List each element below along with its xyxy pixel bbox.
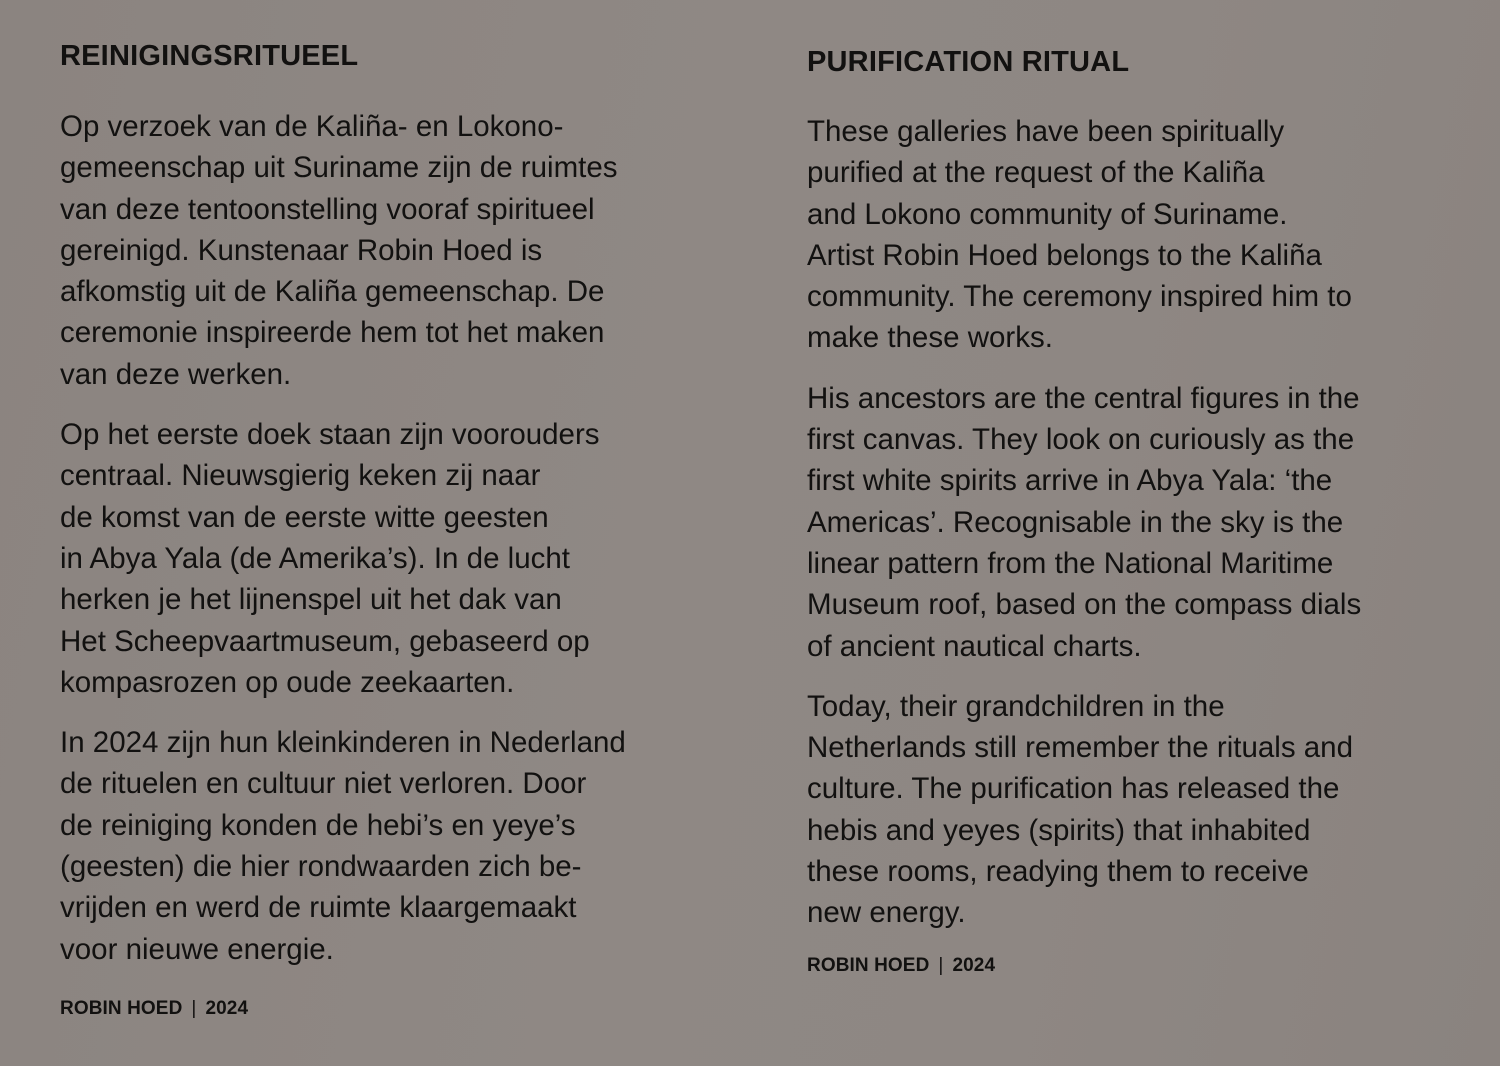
- english-paragraph-2: [807, 378, 1457, 667]
- english-title: PURIFICATION RITUAL: [807, 46, 1130, 78]
- english-credit: [807, 955, 995, 977]
- english-paragraph-3: [807, 686, 1457, 934]
- text-line: Artist Robin Hoed belongs to the Kaliña: [807, 238, 1322, 272]
- text-line: van deze tentoonstelling vooraf spiritueel: [60, 192, 595, 226]
- text-line: Netherlands still remember the rituals and: [807, 731, 1353, 765]
- text-line: herken je het lijnenspel uit het dak van: [60, 583, 562, 617]
- text-line: Museum roof, based on the compass dials: [807, 588, 1362, 622]
- text-line: van deze werken.: [60, 357, 292, 391]
- text-line: these rooms, readying them to receive: [807, 855, 1309, 889]
- text-line: de rituelen en cultuur niet verloren. Door: [60, 767, 587, 801]
- text-line: vrijden en werd de ruimte klaargemaakt: [60, 891, 577, 925]
- text-line: culture. The purification has released the: [807, 772, 1340, 806]
- text-line: centraal. Nieuwsgierig keken zij naar: [60, 459, 541, 493]
- english-body: [807, 111, 1457, 953]
- text-line: ceremonie inspireerde hem tot het maken: [60, 316, 605, 350]
- text-line: Today, their grandchildren in the: [807, 689, 1225, 723]
- dutch-text-column: [60, 0, 720, 1066]
- credit-year: 2024: [205, 998, 249, 1019]
- dutch-paragraph-3: [60, 722, 720, 970]
- text-line: and Lokono community of Suriname.: [807, 197, 1288, 231]
- text-line: purified at the request of the Kaliña: [807, 156, 1265, 190]
- english-paragraph-1: [807, 111, 1457, 359]
- text-line: Op het eerste doek staan zijn voorouders: [60, 418, 600, 452]
- text-line: new energy.: [807, 896, 966, 930]
- text-line: gereinigd. Kunstenaar Robin Hoed is: [60, 233, 543, 267]
- english-text-column: [807, 0, 1457, 1066]
- credit-separator: |: [938, 955, 944, 976]
- dutch-paragraph-2: [60, 414, 720, 703]
- credit-artist: ROBIN HOED: [60, 998, 183, 1019]
- text-line: (geesten) die hier rondwaarden zich be-: [60, 850, 582, 884]
- text-line: These galleries have been spiritually: [807, 115, 1285, 148]
- credit-separator: |: [191, 998, 197, 1019]
- text-line: gemeenschap uit Suriname zijn de ruimtes: [60, 151, 618, 185]
- text-line: first canvas. They look on curiously as the: [807, 423, 1355, 457]
- text-line: voor nieuwe energie.: [60, 932, 334, 966]
- text-line: His ancestors are the central figures in the: [807, 381, 1360, 415]
- dutch-title: REINIGINGSRITUEEL: [60, 40, 359, 72]
- dutch-body: [60, 106, 720, 989]
- text-line: kompasrozen op oude zeekaarten.: [60, 665, 515, 699]
- text-line: community. The ceremony inspired him to: [807, 280, 1352, 314]
- text-line: In 2024 zijn hun kleinkinderen in Nederland: [60, 726, 626, 760]
- text-line: of ancient nautical charts.: [807, 629, 1142, 663]
- text-line: Americas’. Recognisable in the sky is the: [807, 505, 1344, 539]
- dutch-credit: [60, 998, 248, 1020]
- text-line: linear pattern from the National Maritime: [807, 546, 1334, 580]
- text-line: in Abya Yala (de Amerika’s). In de lucht: [60, 541, 570, 575]
- credit-artist: ROBIN HOED: [807, 955, 930, 976]
- text-line: first white spirits arrive in Abya Yala: ‘the: [807, 464, 1333, 498]
- text-line: afkomstig uit de Kaliña gemeenschap. De: [60, 275, 605, 309]
- text-line: hebis and yeyes (spirits) that inhabited: [807, 813, 1311, 847]
- dutch-paragraph-1: [60, 106, 720, 395]
- text-line: Op verzoek van de Kaliña- en Lokono-: [60, 110, 564, 143]
- text-line: de komst van de eerste witte geesten: [60, 500, 549, 534]
- credit-year: 2024: [952, 955, 996, 976]
- text-line: de reiniging konden de hebi’s en yeye’s: [60, 808, 576, 842]
- text-line: Het Scheepvaartmuseum, gebaseerd op: [60, 624, 590, 658]
- text-line: make these works.: [807, 321, 1053, 355]
